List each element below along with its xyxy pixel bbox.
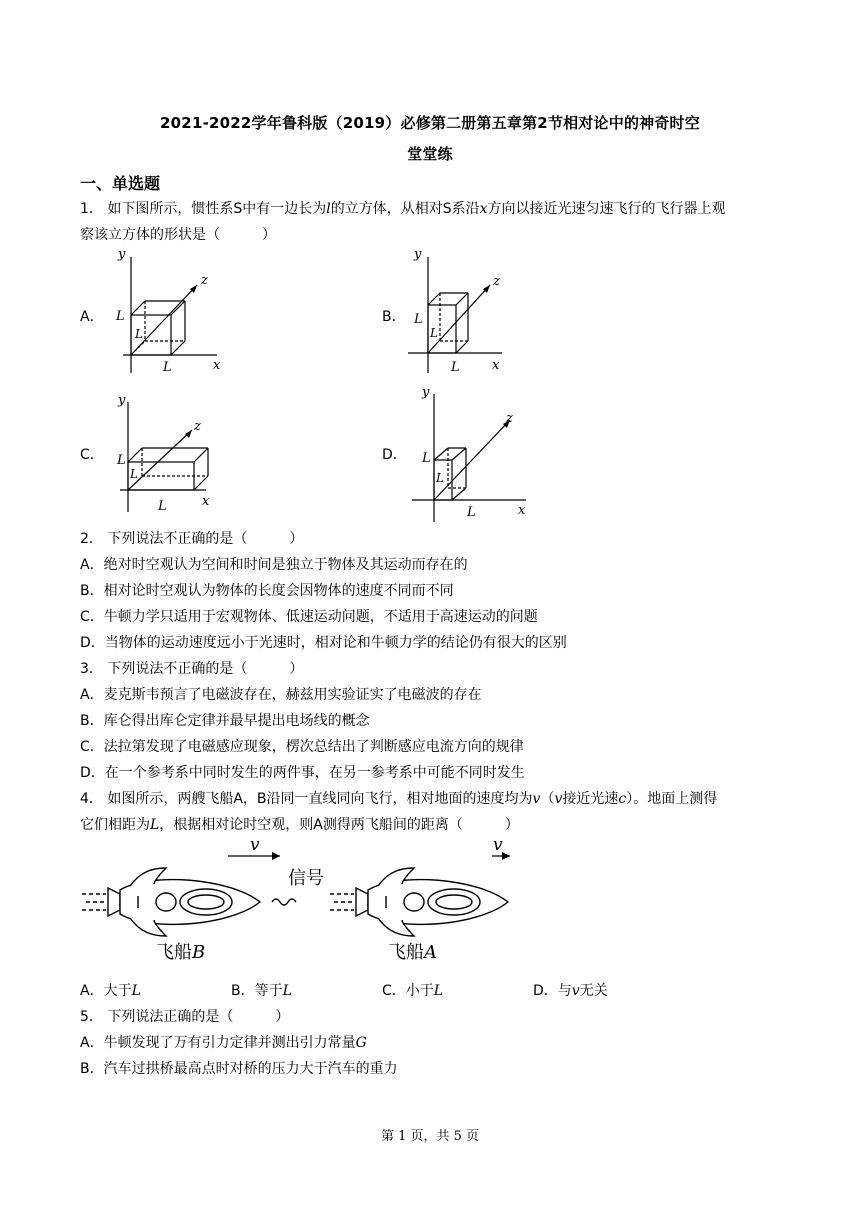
- velocity-label-a: v: [493, 835, 503, 855]
- axis-label-y: y: [118, 393, 126, 408]
- q2-option-d: D．当物体的运动速度远小于光速时，相对论和牛顿力学的结论仍有很大的区别: [80, 635, 567, 651]
- q1-var-x: x: [479, 201, 488, 217]
- q4-options-row: [80, 981, 680, 1001]
- q5-option-a-text: A．牛顿发现了万有引力定律并测出引力常量: [80, 1035, 356, 1051]
- q4-option-a: [80, 981, 141, 1001]
- q1-option-b-label: B．: [382, 309, 406, 325]
- q4-spaceship-figure: [80, 832, 520, 964]
- q3-stem: 3． 下列说法不正确的是（ ）: [80, 661, 304, 677]
- axis-label-x: x: [202, 494, 210, 509]
- label-L-vertical: L: [414, 312, 423, 327]
- axis-label-y: y: [414, 247, 422, 262]
- q4-stem-part-d: ）。地面上测得: [626, 791, 718, 807]
- q3-option-a: A．麦克斯韦预言了电磁波存在，赫兹用实验证实了电磁波的存在: [80, 687, 482, 703]
- q4-var-c: c: [618, 791, 627, 807]
- q5-option-b: B．汽车过拱桥最高点时对桥的压力大于汽车的重力: [80, 1061, 398, 1077]
- q3-option-d: D．在一个参考系中同时发生的两件事，在另一参考系中可能不同时发生: [80, 765, 525, 781]
- q4-stem-part-a: 4． 如图所示，两艘飞船A，B沿同一直线同向飞行，相对地面的速度均为: [80, 791, 533, 807]
- q4-option-c-var: L: [433, 983, 444, 999]
- q4-stem-part-c: 接近光速: [562, 791, 619, 807]
- ship-a-letter: A: [424, 942, 437, 963]
- velocity-arrow-a-icon: [502, 852, 510, 860]
- q4-option-d-after: 无关: [579, 983, 608, 999]
- label-L-depth: L: [130, 467, 138, 481]
- q3-option-c: C．法拉第发现了电磁感应现象，楞次总结出了判断感应电流方向的规律: [80, 739, 524, 755]
- q4-option-b: [231, 981, 292, 1001]
- label-L-depth: L: [430, 326, 438, 340]
- q4-option-a-text: A．大于: [80, 983, 132, 999]
- q2-option-c: C．牛顿力学只适用于宏观物体、低速运动问题，不适用于高速运动的问题: [80, 609, 538, 625]
- q4-option-d-text: D．与: [533, 983, 572, 999]
- q1-option-d-figure: [410, 382, 535, 524]
- q4-line2-part-b: ，根据相对论时空观，则A测得两飞船间的距离（ ）: [159, 817, 519, 833]
- q4-var-v: v: [532, 791, 541, 807]
- q2-option-b: B．相对论时空观认为物体的长度会因物体的速度不同而不同: [80, 583, 454, 599]
- q4-line2-part-a: 它们相距为: [80, 817, 150, 833]
- q1-option-d-label: D．: [382, 447, 407, 463]
- axis-label-z: z: [194, 419, 201, 434]
- spaceship-a-icon: [330, 868, 508, 936]
- axis-label-z: z: [201, 273, 208, 288]
- q1-stem-line-2: 察该立方体的形状是（ ）: [80, 227, 276, 243]
- q4-option-d-var: v: [571, 983, 580, 999]
- velocity-label-b: v: [250, 835, 260, 855]
- section-heading: 一、单选题: [80, 174, 161, 193]
- q4-option-c-text: C．小于: [382, 983, 434, 999]
- q4-option-d: [533, 981, 608, 1001]
- spaceship-b-icon: [82, 868, 260, 936]
- q1-option-b-figure: [400, 245, 510, 380]
- title-line-2: 堂堂练: [407, 145, 453, 163]
- axis-label-x: x: [518, 503, 526, 518]
- axis-label-z: z: [493, 274, 500, 289]
- ship-b-letter: B: [192, 942, 206, 963]
- axis-label-x: x: [213, 358, 221, 373]
- label-L-horizontal: L: [158, 499, 167, 514]
- label-L-depth: L: [436, 471, 444, 485]
- ship-a-label: 飞船: [388, 942, 424, 963]
- axis-label-z: z: [506, 411, 513, 426]
- q4-option-b-var: L: [282, 983, 292, 999]
- q1-stem-part-c: 方向以接近光速匀速飞行的飞行器上观: [487, 201, 726, 217]
- label-L-vertical: L: [116, 309, 125, 324]
- q5-stem: 5． 下列说法正确的是（ ）: [80, 1009, 290, 1025]
- q5-option-a-var: G: [355, 1035, 367, 1051]
- q5-option-a: [80, 1033, 367, 1053]
- q4-var-v-2: v: [554, 791, 563, 807]
- ship-b-label: 飞船: [156, 942, 192, 963]
- q1-stem-part-a: 1． 如下图所示，惯性系S中有一边长为: [80, 201, 327, 217]
- q2-stem: 2． 下列说法不正确的是（ ）: [80, 531, 304, 547]
- q4-option-b-text: B．等于: [231, 983, 283, 999]
- q1-var-l: l: [326, 201, 331, 217]
- q1-stem-line-1: [80, 199, 726, 219]
- q1-option-a-figure: [105, 245, 230, 380]
- label-L-horizontal: L: [451, 360, 460, 375]
- page-footer: 第 1 页，共 5 页: [380, 1129, 480, 1144]
- axis-label-y: y: [422, 385, 430, 400]
- title-line-1: 2021-2022学年鲁科版（2019）必修第二册第五章第2节相对论中的神奇时空: [160, 114, 700, 132]
- velocity-arrow-b-icon: [272, 852, 280, 860]
- q1-option-a-label: A．: [80, 309, 104, 325]
- axis-label-y: y: [118, 247, 126, 262]
- q4-stem-part-b: （: [540, 791, 555, 807]
- label-L-vertical: L: [422, 451, 431, 466]
- q2-option-a: A．绝对时空观认为空间和时间是独立于物体及其运动而存在的: [80, 557, 468, 573]
- q3-option-b: B．库仑得出库仑定律并最早提出电场线的概念: [80, 713, 370, 729]
- q1-option-c-figure: [108, 390, 220, 520]
- q4-var-L: L: [150, 817, 160, 833]
- label-L-horizontal: L: [163, 360, 172, 375]
- label-L-depth: L: [135, 327, 143, 341]
- q4-option-a-var: L: [131, 983, 141, 999]
- label-L-horizontal: L: [467, 505, 476, 520]
- axis-label-x: x: [492, 358, 500, 373]
- signal-label: 信号: [288, 868, 324, 889]
- q4-option-c: [382, 981, 443, 1001]
- label-L-vertical: L: [117, 453, 126, 468]
- q1-stem-part-b: 的立方体，从相对S系沿: [330, 201, 480, 217]
- signal-wave-icon: [272, 899, 296, 905]
- q1-option-c-label: C．: [80, 447, 104, 463]
- q4-stem-line-1: [80, 789, 717, 809]
